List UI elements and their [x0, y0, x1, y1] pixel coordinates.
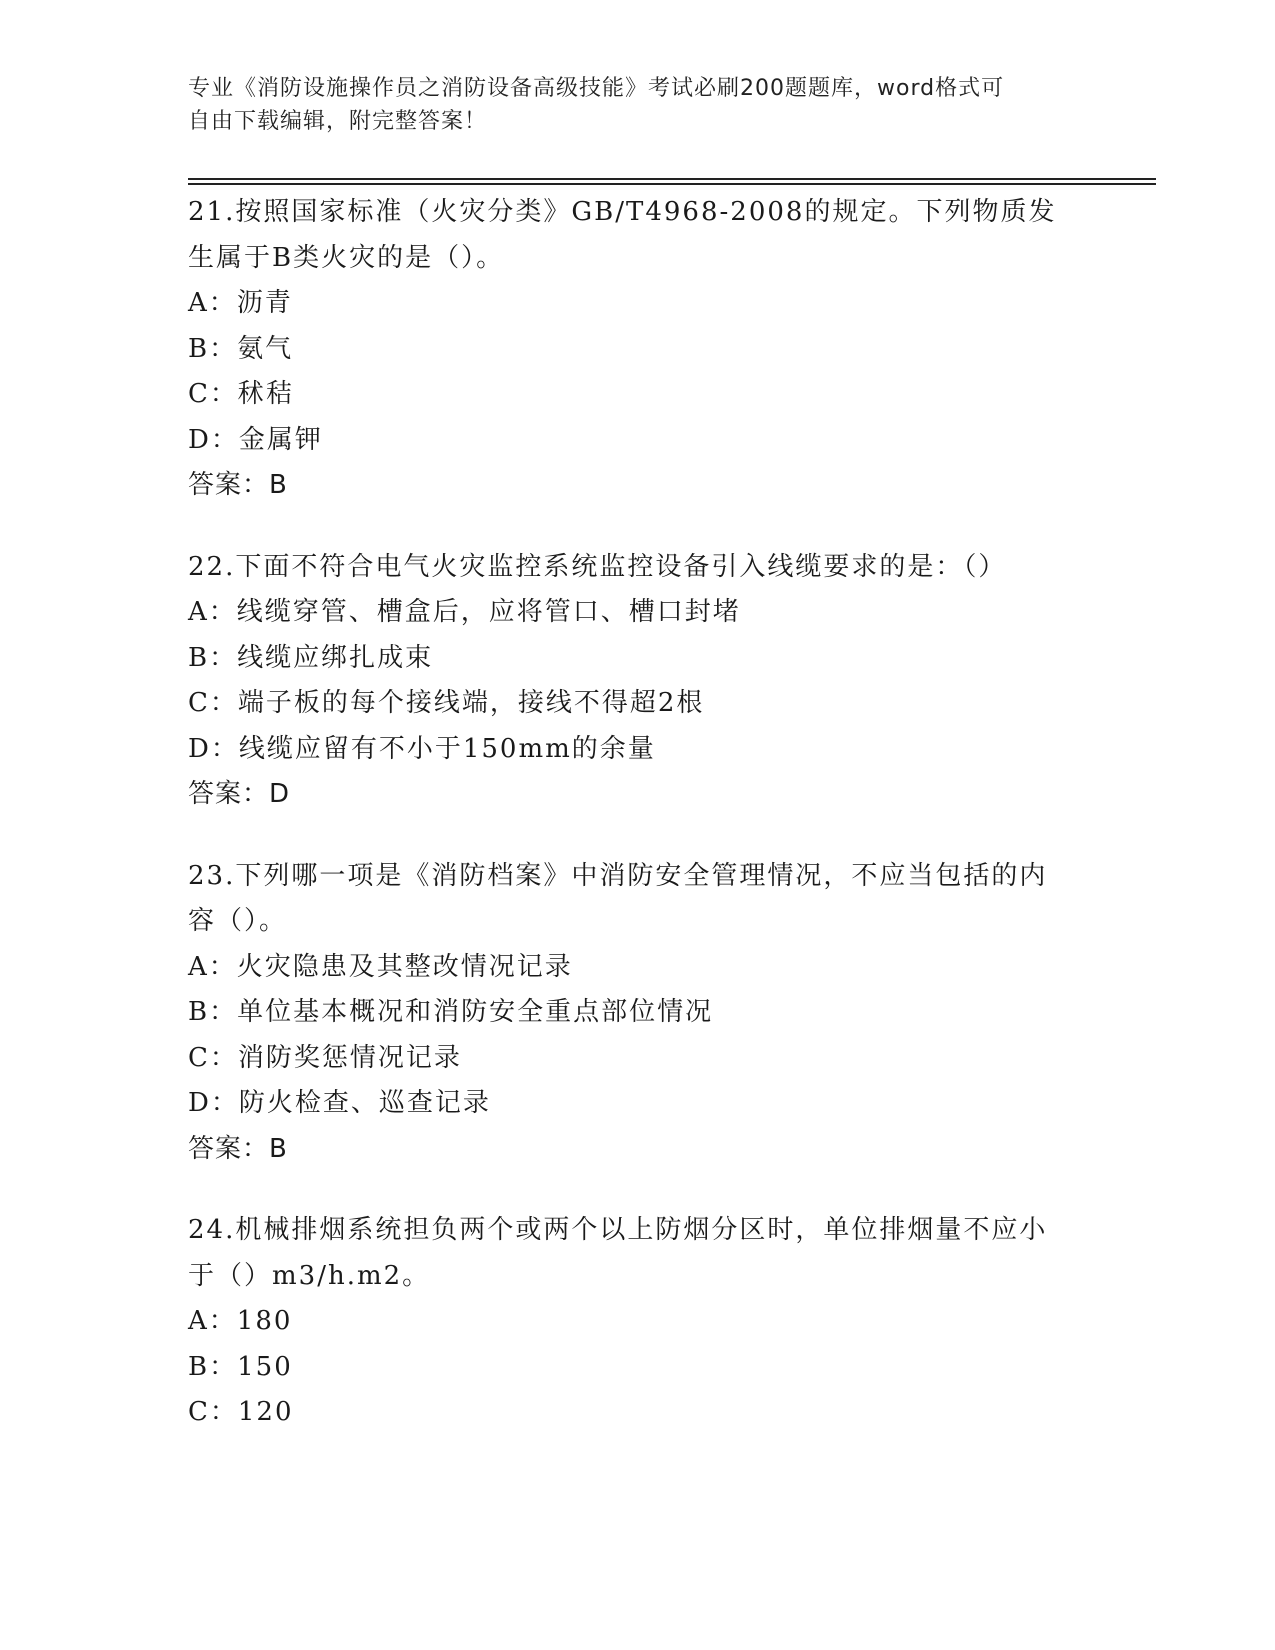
option-a: A：火灾隐患及其整改情况记录: [188, 951, 573, 982]
question-stem: 24.机械排烟系统担负两个或两个以上防烟分区时，单位排烟量不应小于（）m3/h.m2。: [188, 1215, 1048, 1291]
answer-label: 答案：: [188, 1133, 270, 1164]
answer-label: 答案：: [188, 470, 270, 500]
question-item: [188, 545, 1088, 818]
answer-value: B: [269, 470, 288, 500]
question-item: [188, 854, 1088, 1173]
question-stem: 21.按照国家标准（火灾分类》GB/T4968-2008的规定。下列物质发生属于B类火灾的是（）。: [188, 197, 1057, 273]
option-c: C：消防奖惩情况记录: [188, 1042, 462, 1073]
header-line-2: 自由下载编辑，附完整答案！: [188, 109, 488, 134]
option-d: D：金属钾: [188, 424, 323, 455]
question-stem: 22.下面不符合电气火灾监控系统监控设备引入线缆要求的是：（）: [188, 551, 1007, 582]
option-a: A：沥青: [188, 288, 293, 318]
option-a: A：180: [188, 1306, 293, 1336]
option-d: D：防火检查、巡查记录: [188, 1088, 491, 1118]
question-stem: 23.下列哪一项是《消防档案》中消防安全管理情况，不应当包括的内容（）。: [188, 860, 1048, 936]
answer-line: [188, 463, 1088, 509]
option-c: C：秫秸: [188, 379, 294, 409]
option-b: B：单位基本概况和消防安全重点部位情况: [188, 997, 714, 1027]
header-line-1: 专业《消防设施操作员之消防设备高级技能》考试必刷200题题库，word格式可: [188, 76, 1005, 101]
header-divider-bottom: [188, 183, 1156, 185]
answer-value: B: [269, 1133, 288, 1164]
option-a: A：线缆穿管、槽盒后，应将管口、槽口封堵: [188, 597, 741, 627]
header-divider-top: [188, 178, 1156, 180]
option-b: B：线缆应绑扎成束: [188, 642, 434, 673]
answer-line: [188, 772, 1088, 818]
option-b: B：150: [188, 1351, 293, 1382]
option-c: C：120: [188, 1397, 294, 1427]
option-d: D：线缆应留有不小于150mm的余量: [188, 733, 656, 764]
option-b: B：氨气: [188, 333, 294, 364]
question-list: [188, 190, 1088, 1472]
answer-line: [188, 1127, 1088, 1173]
question-item: [188, 1208, 1088, 1436]
document-header: [188, 72, 1068, 138]
question-item: [188, 190, 1088, 509]
answer-label: 答案：: [188, 779, 270, 809]
option-c: C：端子板的每个接线端，接线不得超2根: [188, 688, 705, 718]
answer-value: D: [269, 779, 291, 809]
